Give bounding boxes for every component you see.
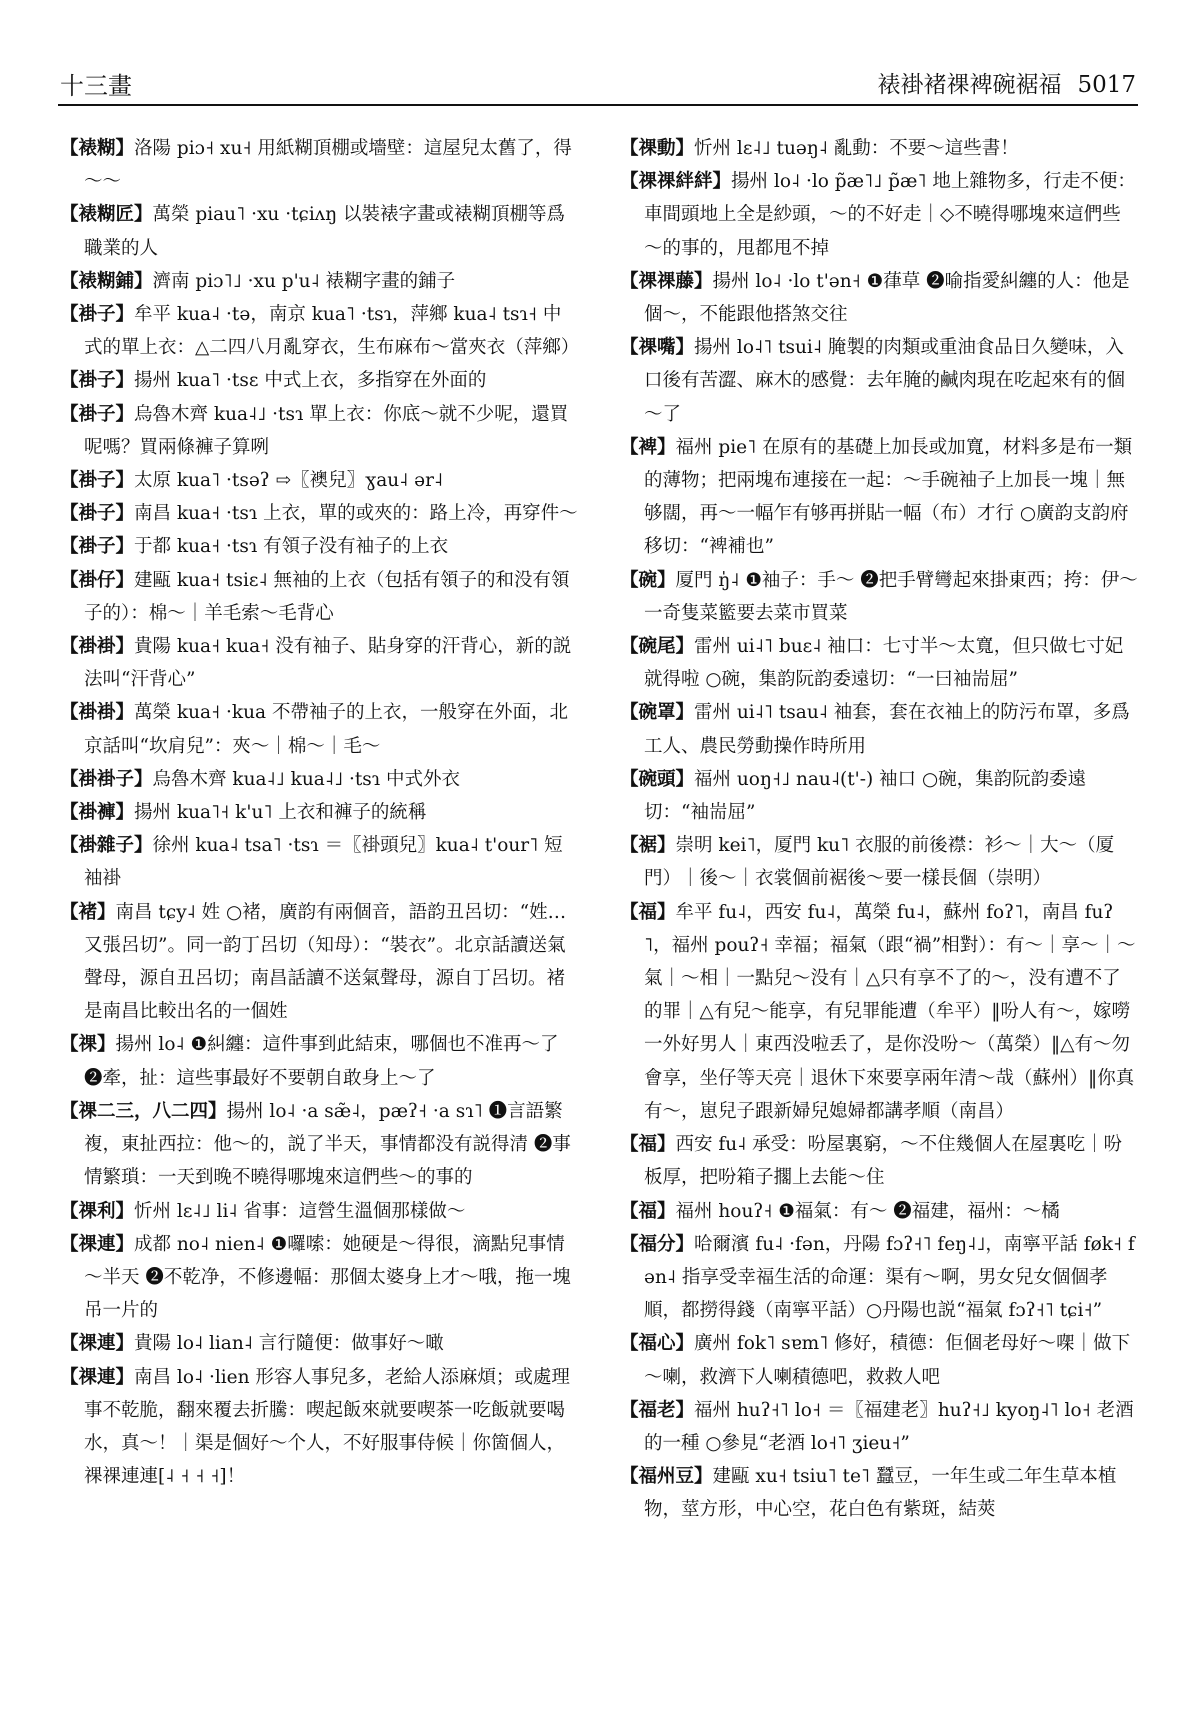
dictionary-entry — [620, 896, 1138, 1128]
entry-headword: 【祼祼絆絆】 — [620, 171, 732, 193]
entry-definition: 廣州 fok˥ sɐm˥ 修好，積德：佢個老母好～㗎｜做下～喇，救濟下人喇積德吧，救救人吧 — [644, 1333, 1131, 1388]
page-header — [58, 58, 1138, 106]
entry-headword: 【裱糊匠】 — [60, 204, 153, 226]
entry-headword: 【褂子】 — [60, 536, 135, 558]
entry-definition: 厦門 ŋ̍˨ ❶袖子：手～ ❷把手臂彎起來掛東西；挎：伊～一奇隻菜籃要去菜市買菜 — [644, 569, 1138, 624]
entry-headword: 【褂子】 — [60, 470, 135, 492]
entry-headword: 【褂子】 — [60, 503, 135, 525]
entry-headword: 【褂褲】 — [60, 802, 135, 824]
entry-definition: 雷州 ui˨˥ buɛ˨ 袖口：七寸半～太寬，但只做七寸妃就得啦 ○碗，集韵阮韵委遠切：“一曰袖耑屈” — [644, 636, 1124, 691]
dictionary-entry — [620, 1128, 1138, 1194]
entry-headword: 【福州豆】 — [620, 1466, 713, 1488]
entry-headword: 【裾】 — [620, 835, 676, 857]
dictionary-entry — [620, 696, 1138, 762]
entry-headword: 【福】 — [620, 1134, 676, 1156]
dictionary-entry — [620, 1195, 1138, 1228]
entry-headword: 【褂子】 — [60, 403, 135, 425]
entry-headword: 【福心】 — [620, 1333, 695, 1355]
entry-definition: 崇明 kei˥，厦門 ku˥ 衣服的前後襟：衫～｜大～（厦門）｜後～｜衣裳個前裾後～要一樣長個（崇明） — [644, 835, 1115, 890]
dictionary-entry — [60, 829, 578, 895]
entry-headword: 【褚】 — [60, 901, 116, 923]
entry-definition: 福州 huʔ˧˥ lo˧ ＝〖福建老〗huʔ˧˩ kyoŋ˨˥ lo˧ 老酒的一種 ○參見“老酒 lo˧˥ ʒieu˧” — [644, 1399, 1134, 1454]
dictionary-entry — [60, 1228, 578, 1328]
entry-definition: 忻州 lɛ˨˩ li˨ 省事：這營生溫個那樣做～ — [134, 1200, 466, 1222]
dictionary-entry — [620, 564, 1138, 630]
entry-headword: 【褂褂】 — [60, 702, 135, 724]
dictionary-entry — [620, 1460, 1138, 1526]
entry-headword: 【碗罩】 — [620, 702, 695, 724]
entry-definition: 烏魯木齊 kua˨˩ ·tsɿ 單上衣：你底～就不少呢，還買呢嗎？買兩條褲子算咧 — [84, 403, 569, 458]
dictionary-entry — [60, 1361, 578, 1494]
dictionary-entry — [60, 896, 578, 1029]
entry-definition: 牟平 fu˨，西安 fu˨，萬榮 fu˨，蘇州 foʔ˥，南昌 fuʔ˥，福州 pouʔ˧ 幸福；福氣（跟“禍”相對）：有～｜享～｜～氣｜～相｜一點兒～没有｜△只有享不了的～，没有遭不了的罪｜△有兒～能享，有兒罪能遭（牟平）‖吩人有～，嫁嘮一外好男人｜東西没啦丢了，是你没吩～（萬榮）‖△有～勿會享，坐仔等天亮｜退休下來要享兩年清～哉（蘇州）‖你真有～，崽兒子跟新婦兒媳婦都講孝順（南昌） — [644, 901, 1136, 1122]
page-number: 5017 — [1077, 72, 1136, 98]
dictionary-entry — [620, 165, 1138, 265]
entry-headword: 【福】 — [620, 1200, 676, 1222]
entry-definition: 建甌 xu˧ tsiu˥ te˥ 蠶豆，一年生或二年生草本植物，莖方形，中心空，花白色有紫斑，結莢 — [644, 1466, 1117, 1521]
entry-definition: 徐州 kua˨ tsa˥ ·tsɿ ＝〖褂頭兒〗kua˨ t'our˥ 短袖褂 — [84, 835, 563, 890]
entry-definition: 揚州 kua˥˧ k'u˥ 上衣和褲子的統稱 — [134, 802, 427, 824]
dictionary-entry — [60, 1028, 578, 1094]
entry-definition: 福州 uoŋ˧˩ nau˨(t'-) 袖口 ○碗，集韵阮韵委遠切：“袖耑屈” — [644, 768, 1087, 824]
entry-definition: 南昌 lo˨ ·lien 形容人事兒多，老給人添麻煩；或處理事不乾脆，翻來覆去折騰：喫起飯來就要喫茶一吃飯就要喝水，真～！｜渠是個好～个人，不好服事侍候｜你箇個人，祼祼連連[˨ ˧ ˧ ˧]！ — [84, 1366, 570, 1488]
entry-headword: 【祼祼藤】 — [620, 270, 713, 292]
entry-headword: 【祼二三，八二四】 — [60, 1100, 227, 1122]
dictionary-entry — [620, 331, 1138, 431]
entry-definition: 福州 pie˥ 在原有的基礎上加長或加寬，材料多是布一類的薄物；把兩塊布連接在一起：～手碗袖子上加長一塊｜無够闊，再～一幅乍有够再拼貼一幅（布）才行 ○廣韵支韵府移切：“裨補也” — [644, 436, 1133, 558]
entry-definition: 南昌 kua˧ ·tsɿ 上衣，單的或夾的：路上冷，再穿件～ — [134, 503, 578, 525]
dictionary-entry — [60, 564, 578, 630]
dictionary-entry — [60, 497, 578, 530]
entry-definition: 福州 houʔ˧ ❶福氣：有～ ❷福建，福州：～橘 — [675, 1200, 1060, 1222]
entry-definition: 揚州 lo˨ ❶糾纏：這件事到此結束，哪個也不准再～了 ❷牽，扯：這些事最好不要朝自敢身上～了 — [84, 1034, 559, 1089]
entry-definition: 洛陽 piɔ˧ xu˧ 用紙糊頂棚或墻壁：這屋兒太舊了，得～～ — [84, 138, 572, 193]
dictionary-entry — [60, 265, 578, 298]
dictionary-entry — [60, 796, 578, 829]
dictionary-entry — [620, 1228, 1138, 1328]
entry-definition: 牟平 kua˨ ·tə，南京 kua˥ ·tsɿ，萍鄉 kua˨ tsɿ˧ 中式的單上衣：△二四八月亂穿衣，生布麻布～當夾衣（萍鄉） — [84, 304, 580, 359]
entry-headword: 【褂仔】 — [60, 569, 135, 591]
entry-headword: 【福分】 — [620, 1233, 695, 1255]
dictionary-entry — [60, 398, 578, 464]
entry-headword: 【裱糊鋪】 — [60, 270, 153, 292]
dictionary-entry — [60, 198, 578, 264]
entry-headword: 【褂子】 — [60, 304, 135, 326]
dictionary-entry — [620, 265, 1138, 331]
entry-definition: 萬榮 kua˧ ·kua 不帶袖子的上衣，一般穿在外面，北京話叫“坎肩兒”：夾～｜棉～｜毛～ — [84, 702, 568, 757]
entry-definition: 揚州 kua˥ ·tsɛ 中式上衣，多指穿在外面的 — [134, 370, 487, 392]
entry-definition: 揚州 lo˨ ·a sæ̃˨，pæʔ˧ ·a sɿ˥ ❶言語繁複，東扯西拉：他～的，説了半天，事情都没有説得清 ❷事情繁瑣：一天到晚不曉得哪塊來這們些～的事的 — [84, 1100, 571, 1189]
dictionary-entry — [60, 630, 578, 696]
entry-definition: 太原 kua˥ ·tsəʔ ⇨〖襖兒〗ɣau˨ ər˨ — [134, 470, 444, 492]
entry-headword: 【褂雜子】 — [60, 835, 153, 857]
entry-definition: 揚州 lo˨ ·lo p̃æ˥˩ p̃æ˥ 地上雜物多，行走不便：車間頭地上全是紗頭，～的不好走｜◇不曉得哪塊來這們些～的事的，甩都甩不掉 — [644, 171, 1136, 259]
entry-headword: 【祼連】 — [60, 1333, 135, 1355]
dictionary-entry — [620, 1394, 1138, 1460]
entry-headword: 【裨】 — [620, 436, 676, 458]
entry-definition: 南昌 tɕy˨ 姓 ○褚，廣韵有兩個音，語韵丑呂切：“姓…又張呂切”。同一韵丁呂切（知母）：“裝衣”。北京話讀送氣聲母，源自丑呂切；南昌話讀不送氣聲母，源自丁呂切。褚是南昌比較出名的一個姓 — [84, 901, 567, 1023]
entry-headword: 【福老】 — [620, 1399, 695, 1421]
dictionary-entry — [60, 1327, 578, 1360]
dictionary-entry — [60, 464, 578, 497]
running-head — [877, 66, 1136, 99]
dictionary-entry — [60, 132, 578, 198]
section-title: 十三畫 — [60, 72, 132, 100]
entry-definition: 成都 no˨ nien˨ ❶囉嗦：她硬是～得很，滴點兒事情～半天 ❷不乾净，不修邊幅：那個太婆身上才～哦，拖一塊吊一片的 — [84, 1233, 571, 1322]
dictionary-entry — [620, 132, 1138, 165]
entry-headword: 【碗】 — [620, 569, 676, 591]
entry-headword: 【褂褂子】 — [60, 768, 153, 790]
dictionary-entry — [60, 1095, 578, 1195]
entry-headword: 【碗頭】 — [620, 768, 695, 790]
entry-headword: 【褂褂】 — [60, 636, 135, 658]
entry-definition: 濟南 piɔ˥˩ ·xu p'u˨ 裱糊字畫的鋪子 — [152, 270, 456, 292]
entry-headword: 【褂子】 — [60, 370, 135, 392]
dictionary-entry — [60, 530, 578, 563]
entry-headword: 【祼】 — [60, 1034, 116, 1056]
dictionary-entry — [620, 829, 1138, 895]
entry-headword: 【祼連】 — [60, 1366, 135, 1388]
entry-headword: 【碗尾】 — [620, 636, 695, 658]
dictionary-entry — [620, 431, 1138, 564]
entry-definition: 于都 kua˧ ·tsɿ 有領子没有袖子的上衣 — [134, 536, 449, 558]
entry-definition: 西安 fu˨ 承受：吩屋裏窮，～不住幾個人在屋裏吃｜吩板厚，把吩箱子擱上去能～住 — [644, 1134, 1123, 1189]
entry-headword: 【祼嘴】 — [620, 337, 695, 359]
dictionary-entry — [60, 298, 578, 364]
dictionary-entry — [620, 1327, 1138, 1393]
dictionary-entry — [60, 364, 578, 397]
dictionary-entry — [620, 630, 1138, 696]
entry-headword: 【裱糊】 — [60, 138, 135, 159]
entry-definition: 哈爾濱 fu˨ ·fən，丹陽 fɔʔ˧˥ feŋ˨˩，南寧平話 føk˧ fən˨ 指享受幸福生活的命運：渠有～啊，男女兒女個個孝順，都撈得錢（南寧平話）○丹陽也説“福氣 fɔʔ˧˥ tɕi˧” — [644, 1233, 1135, 1322]
right-column — [620, 132, 1138, 1527]
guide-characters: 裱褂褚祼裨碗裾福 — [877, 72, 1062, 98]
dictionary-entry — [620, 763, 1138, 829]
dictionary-entry — [60, 1195, 578, 1228]
entry-headword: 【祼動】 — [620, 138, 695, 159]
entry-definition: 烏魯木齊 kua˨˩ kua˨˩ ·tsɿ 中式外衣 — [152, 768, 461, 790]
entry-definition: 揚州 lo˨ ·lo t'ən˧ ❶葎草 ❷喻指愛糾纏的人：他是個～，不能跟他搭煞交往 — [644, 270, 1130, 326]
entry-headword: 【祼連】 — [60, 1233, 135, 1255]
entry-definition: 貴陽 kua˧ kua˧ 没有袖子、貼身穿的汗背心，新的説法叫“汗背心” — [84, 636, 572, 691]
entry-definition: 雷州 ui˨˥ tsau˨ 袖套，套在衣袖上的防污布罩，多爲工人、農民勞動操作時所用 — [644, 702, 1130, 757]
entry-headword: 【祼利】 — [60, 1200, 135, 1222]
entry-definition: 貴陽 lo˨ lian˨ 言行隨便：做事好～噉 — [134, 1333, 444, 1355]
entry-definition: 建甌 kua˧ tsiɛ˨ 無袖的上衣（包括有領子的和没有領子的）：棉～｜羊毛索～毛背心 — [84, 569, 570, 624]
left-column — [60, 132, 578, 1493]
entry-definition: 揚州 lo˨˥ tsui˨ 腌製的肉類或重油食品日久變味，入口後有苦澀、麻木的感覺：去年腌的鹹肉現在吃起來有的個～了 — [644, 337, 1126, 425]
dictionary-entry — [60, 763, 578, 796]
entry-headword: 【福】 — [620, 901, 676, 923]
entry-definition: 萬榮 piau˥ ·xu ·tɕiʌŋ 以裝裱字畫或裱糊頂棚等爲職業的人 — [84, 204, 566, 259]
dictionary-entry — [60, 696, 578, 762]
entry-definition: 忻州 lɛ˨˩ tuəŋ˨ 亂動：不要～這些書！ — [694, 138, 1019, 159]
